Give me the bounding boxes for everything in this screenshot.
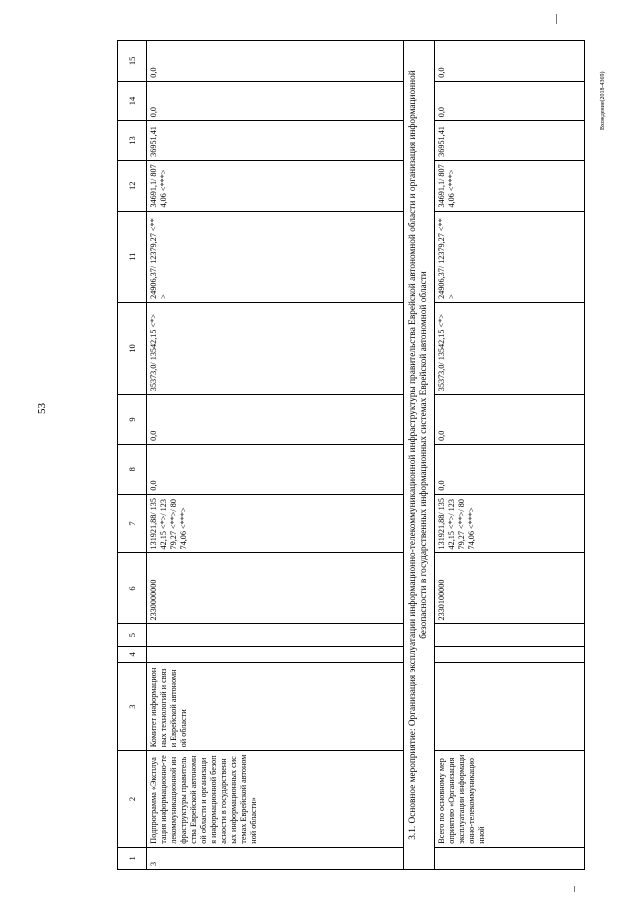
column-number-row bbox=[118, 41, 147, 870]
value-c10: 35373,0/ 13542,15 <*> bbox=[147, 302, 404, 394]
col-num-5: 5 bbox=[118, 624, 147, 646]
value-c8: 0,0 bbox=[435, 444, 585, 494]
responsible-executor: Комитет информационных технологий и связи Еврейской автономной области bbox=[147, 663, 404, 751]
table-row-main-activity bbox=[435, 41, 585, 870]
value-c8: 0,0 bbox=[147, 444, 404, 494]
row-number bbox=[435, 847, 585, 869]
col-num-15: 15 bbox=[118, 41, 147, 82]
budget-code: 2330000000 bbox=[147, 553, 404, 624]
col-num-6: 6 bbox=[118, 553, 147, 624]
col-num-3: 3 bbox=[118, 663, 147, 751]
section-heading: 3.1. Основное мероприятие: Организация эксплуатации информационно-телекоммуникационной инфраструктуры правительства Еврейской автономной области и организация информационной безопасности в государственных информационных системах Еврейской автономной области bbox=[404, 41, 435, 870]
activity-name: Всего по основному мероприятию «Организация эксплуатации информационно-телекоммуникационной bbox=[435, 751, 585, 847]
value-c12: 34691,1/ 8074,06 <***> bbox=[147, 160, 404, 211]
scan-mark-top bbox=[556, 14, 557, 24]
value-c13: 36951,41 bbox=[435, 121, 585, 161]
value-c11: 24906,37/ 12379,27 <**> bbox=[435, 211, 585, 302]
scan-mark-bottom bbox=[574, 886, 575, 892]
section-heading-row bbox=[404, 41, 435, 870]
cell-c4 bbox=[435, 646, 585, 662]
value-c11: 24906,37/ 12379,27 <**> bbox=[147, 211, 404, 302]
value-c12: 34691,1/ 8074,06 <***> bbox=[435, 160, 585, 211]
value-c13: 36951,41 bbox=[147, 121, 404, 161]
table-row-subprogram bbox=[147, 41, 404, 870]
value-c10: 35373,0/ 13542,15 <*> bbox=[435, 302, 585, 394]
responsible-executor bbox=[435, 663, 585, 751]
col-num-11: 11 bbox=[118, 211, 147, 302]
col-num-13: 13 bbox=[118, 121, 147, 161]
cell-c5 bbox=[435, 624, 585, 646]
col-num-2: 2 bbox=[118, 751, 147, 847]
subprogram-name: Подпрограмма «Эксплуатация информационно-телекоммуникационной инфраструктуры правительства Еврейской автономной области и организация информационной безопасности в государственных информационных системах Еврейской автономной области» bbox=[147, 751, 404, 847]
col-num-12: 12 bbox=[118, 160, 147, 211]
total-amount: 131921,88/ 13542,15 <*>/ 12379,27 <**>/ 8074,06 <***> bbox=[147, 494, 404, 553]
budget-table bbox=[117, 40, 585, 870]
value-c15: 0,0 bbox=[435, 41, 585, 82]
row-number: 3 bbox=[147, 847, 404, 869]
col-num-14: 14 bbox=[118, 81, 147, 121]
cell-c5 bbox=[147, 624, 404, 646]
col-num-7: 7 bbox=[118, 494, 147, 553]
document-code: Вхождение(2018-4369) bbox=[600, 71, 606, 130]
page-number: 53 bbox=[36, 403, 48, 414]
value-c9: 0,0 bbox=[147, 395, 404, 445]
col-num-4: 4 bbox=[118, 646, 147, 662]
value-c14: 0,0 bbox=[147, 81, 404, 121]
col-num-1: 1 bbox=[118, 847, 147, 869]
col-num-8: 8 bbox=[118, 444, 147, 494]
total-amount: 131921,88/ 13542,15 <*>/ 12379,27 <**>/ 8074,06 <***> bbox=[435, 494, 585, 553]
value-c15: 0,0 bbox=[147, 41, 404, 82]
value-c9: 0,0 bbox=[435, 395, 585, 445]
cell-c4 bbox=[147, 646, 404, 662]
col-num-9: 9 bbox=[118, 395, 147, 445]
budget-code: 2330100000 bbox=[435, 553, 585, 624]
col-num-10: 10 bbox=[118, 302, 147, 394]
rotated-table-wrapper bbox=[117, 40, 607, 870]
value-c14: 0,0 bbox=[435, 81, 585, 121]
